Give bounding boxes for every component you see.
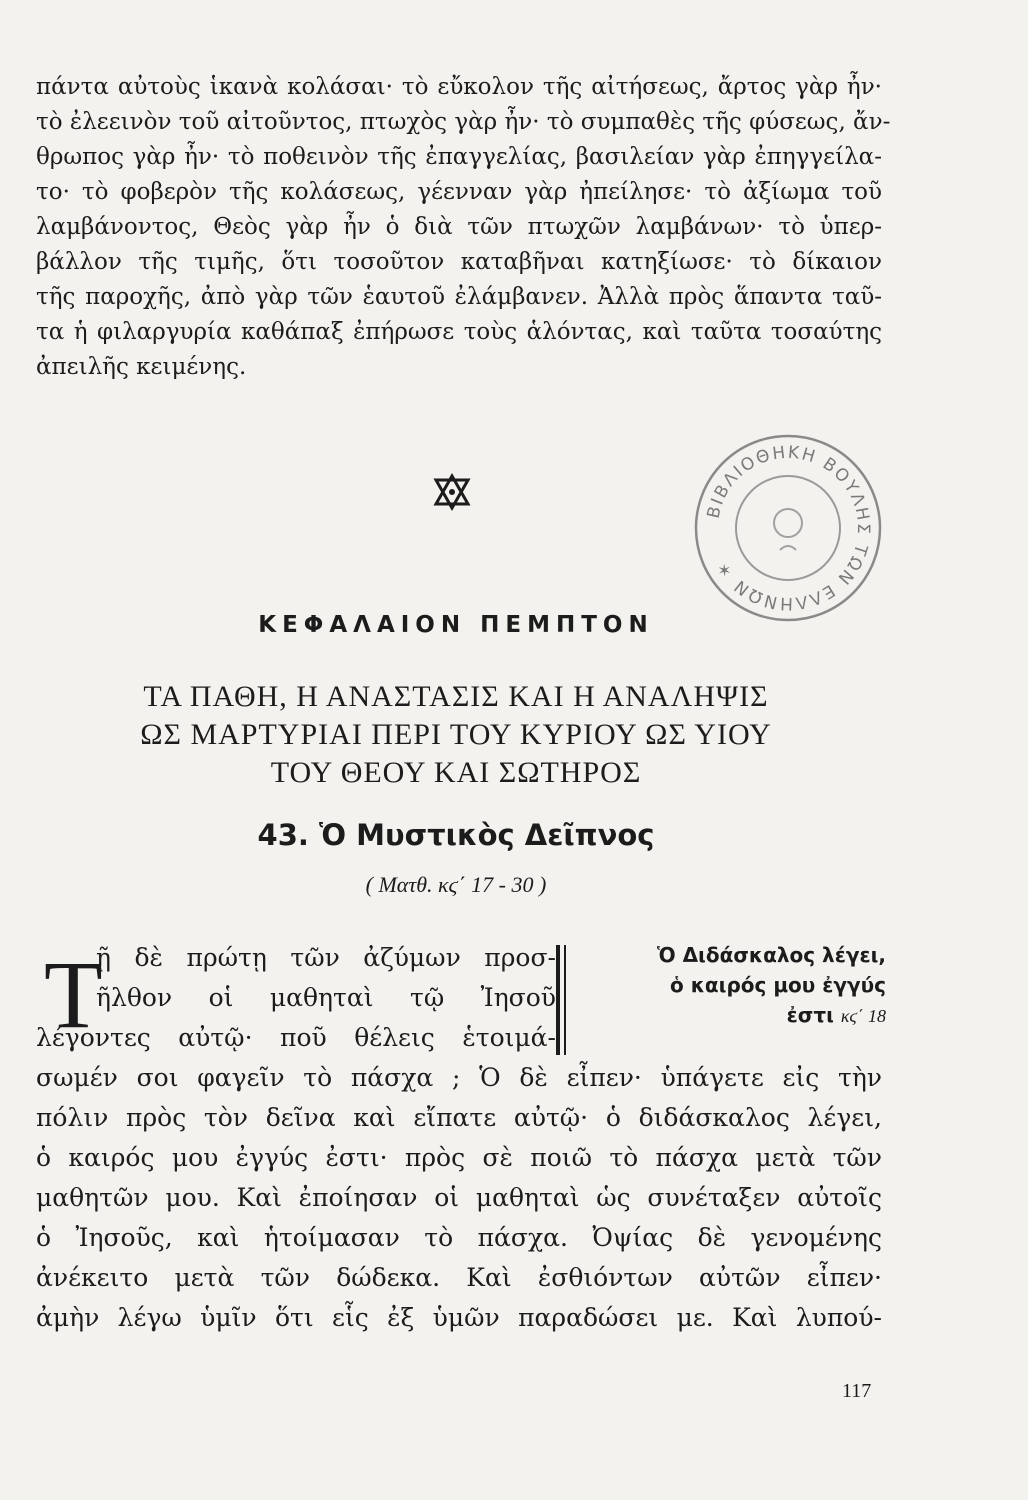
body-line: μαθητῶν μου. Καὶ ἐποίησαν οἱ μαθηταὶ ὡς συνέταξεν αὐτοῖς (36, 1183, 882, 1212)
side-quote-reference: κϛ΄ 18 (840, 1006, 886, 1026)
body-line: ἀμὴν λέγω ὑμῖν ὅτι εἷς ἐξ ὑμῶν παραδώσει με. Καὶ λυπού- (36, 1303, 882, 1332)
paragraph-line: τῆς παροχῆς, ἀπὸ γὰρ τῶν ἑαυτοῦ ἐλάμβανεν. Ἀλλὰ πρὸς ἅπαντα ταῦ- (36, 284, 882, 310)
paragraph-line: πάντα αὐτοὺς ἱκανὰ κολάσαι· τὸ εὔκολον τῆς αἰτήσεως, ἄρτος γὰρ ἦν· (36, 74, 882, 100)
side-quote (596, 940, 886, 1031)
vertical-rule (556, 945, 560, 1055)
paragraph-line: τα ἡ φιλαργυρία καθάπαξ ἐπήρωσε τοὺς ἁλόντας, καὶ ταῦτα τοσαύτης (36, 319, 882, 345)
paragraph-line: βάλλον τῆς τιμῆς, ὅτι τοσοῦτον καταβῆναι κατηξίωσε· τὸ δίκαιον (36, 249, 882, 275)
side-quote-line (596, 1000, 886, 1031)
page-number: 117 (842, 1380, 872, 1402)
vertical-rule (564, 945, 566, 1055)
paragraph-line: θρωπος γὰρ ἦν· τὸ ποθεινὸν τῆς ἐπαγγελίας, βασιλείαν γὰρ ἐπηγγείλα- (36, 144, 882, 170)
side-quote-line: Ὁ Διδάσκαλος λέγει, (656, 943, 886, 967)
svg-text:ΒΙΒΛΙΟΘΗΚΗ ΒΟΥΛΗΣ ΤΩΝ ΕΛΛΗΝΩΝ: ΒΙΒΛΙΟΘΗΚΗ ΒΟΥΛΗΣ ΤΩΝ ΕΛΛΗΝΩΝ ✶ (703, 442, 874, 614)
chapter-heading: ΚΕΦΑΛΑΙΟΝ ΠΕΜΠΤΟΝ (258, 612, 654, 638)
chapter-title-line: ΤΑ ΠΑΘΗ, Η ΑΝΑΣΤΑΣΙΣ ΚΑΙ Η ΑΝΑΛΗΨΙΣ (143, 680, 769, 713)
side-quote-line: ὁ καιρός μου ἐγγύς (670, 973, 886, 997)
body-line: ῇ δὲ πρώτῃ τῶν ἀζύμων προσ- (96, 943, 556, 972)
ornament-icon (432, 472, 472, 512)
body-line: ἀνέκειτο μετὰ τῶν δώδεκα. Καὶ ἐσθιόντων αὐτῶν εἶπεν· (36, 1263, 882, 1292)
chapter-title-line: ΤΟΥ ΘΕΟΥ ΚΑΙ ΣΩΤΗΡΟΣ (270, 756, 642, 789)
section-title: 43. Ὁ Μυστικὸς Δεῖπνος (257, 818, 655, 852)
drop-cap: Τ (44, 941, 103, 1048)
chapter-title-line: ΩΣ ΜΑΡΤΥΡΙΑΙ ΠΕΡΙ ΤΟΥ ΚΥΡΙΟΥ ΩΣ ΥΙΟΥ (140, 718, 772, 751)
paragraph-line: λαμβάνοντος, Θεὸς γὰρ ἦν ὁ διὰ τῶν πτωχῶν λαμβάνων· τὸ ὑπερ- (36, 214, 882, 240)
body-line: λέγοντες αὐτῷ· ποῦ θέλεις ἑτοιμά- (36, 1023, 556, 1052)
side-quote-word: ἐστι (786, 1003, 834, 1027)
body-line: ὁ Ἰησοῦς, καὶ ἡτοίμασαν τὸ πάσχα. Ὀψίας δὲ γενομένης (36, 1223, 882, 1252)
paragraph-line: ἀπειλῆς κειμένης. (36, 354, 247, 380)
library-stamp (688, 428, 888, 628)
paragraph-line: τὸ ἐλεεινὸν τοῦ αἰτοῦντος, πτωχὸς γὰρ ἦν· τὸ συμπαθὲς τῆς φύσεως, ἄν- (36, 109, 891, 135)
body-line: ὁ καιρός μου ἐγγύς ἐστι· πρὸς σὲ ποιῶ τὸ πάσχα μετὰ τῶν (36, 1143, 882, 1172)
paragraph-line: το· τὸ φοβερὸν τῆς κολάσεως, γέενναν γὰρ ἠπείλησε· τὸ ἀξίωμα τοῦ (36, 179, 882, 205)
section-reference: ( Ματθ. κϛ΄ 17 - 30 ) (365, 872, 547, 897)
body-line: σωμέν σοι φαγεῖν τὸ πάσχα ; Ὁ δὲ εἶπεν· ὑπάγετε εἰς τὴν (36, 1063, 882, 1092)
body-line: ῆλθον οἱ μαθηταὶ τῷ Ἰησοῦ (96, 983, 556, 1012)
body-line: πόλιν πρὸς τὸν δεῖνα καὶ εἴπατε αὐτῷ· ὁ διδάσκαλος λέγει, (36, 1103, 882, 1132)
